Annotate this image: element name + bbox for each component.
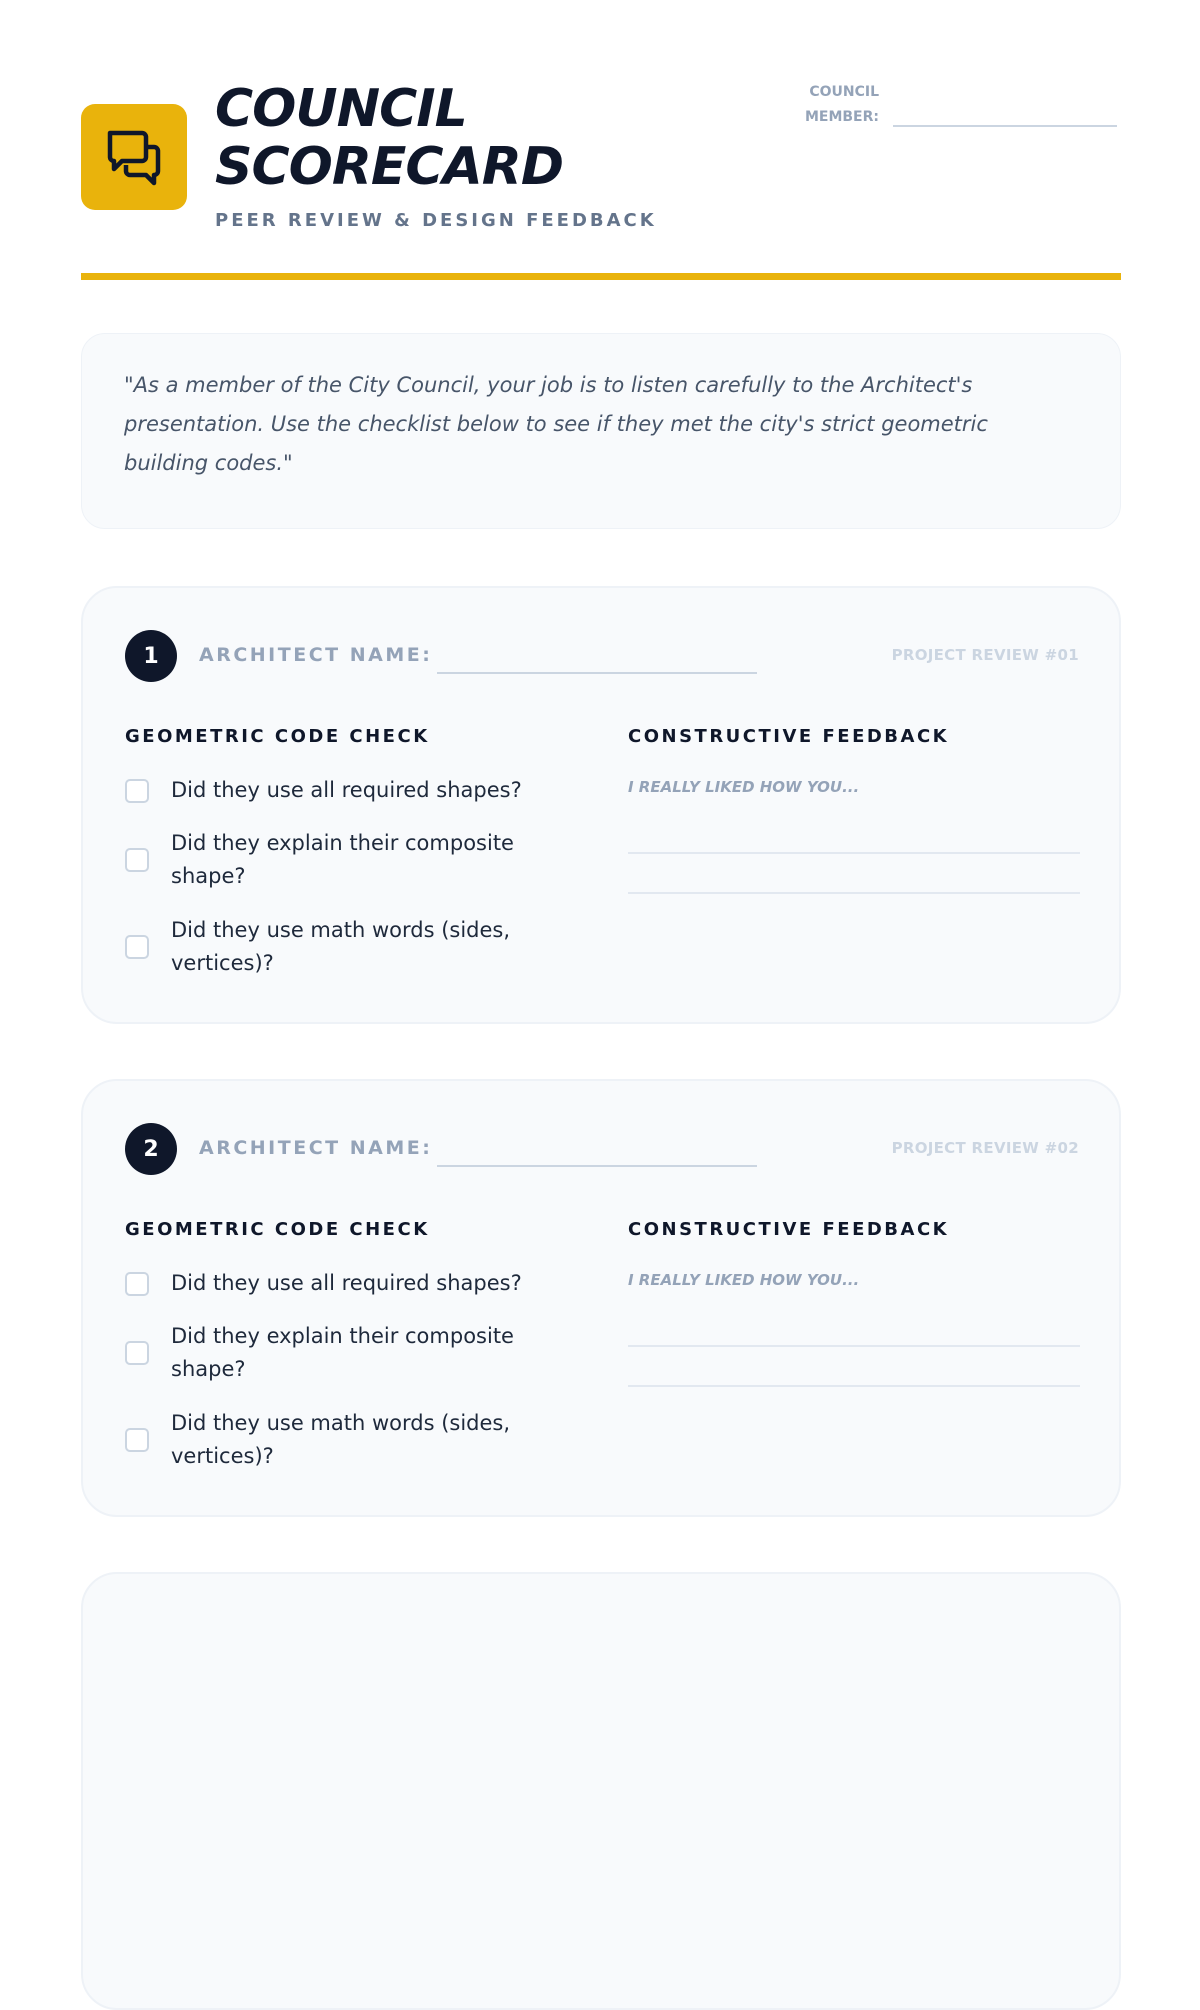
checkbox[interactable] xyxy=(125,1341,149,1365)
council-member-label xyxy=(795,80,879,130)
scorecard-page xyxy=(81,0,1121,1468)
review-card-3 xyxy=(81,1572,1121,2010)
intro-text: "As a member of the City Council, your job is to listen carefully to the Architect's presentation. Use the checklist below to see if they met the city's strict geometric building codes." xyxy=(124,373,988,475)
checkbox[interactable] xyxy=(125,1272,149,1296)
checkbox[interactable] xyxy=(125,1428,149,1452)
checklist-item xyxy=(125,1267,525,1300)
checklist-item xyxy=(125,1407,525,1473)
page-subtitle: PEER REVIEW & DESIGN FEEDBACK xyxy=(215,210,657,231)
checkbox[interactable] xyxy=(125,935,149,959)
council-member-label-line1: COUNCIL xyxy=(809,84,879,100)
header xyxy=(81,0,1121,282)
architect-name-input-line[interactable] xyxy=(437,672,757,674)
architect-name-input-line[interactable] xyxy=(437,1165,757,1167)
title-block xyxy=(215,80,657,231)
feedback-prompt: I REALLY LIKED HOW YOU... xyxy=(628,1271,860,1289)
checklist-item-label: Did they use math words (sides, vertices)? xyxy=(171,918,511,975)
title-line-2: SCORECARD xyxy=(215,137,563,197)
checklist-item xyxy=(125,827,525,893)
title-line-1: COUNCIL xyxy=(215,79,467,139)
intro-box xyxy=(81,333,1121,529)
review-number-badge: 1 xyxy=(125,630,177,682)
feedback-title: CONSTRUCTIVE FEEDBACK xyxy=(628,726,950,747)
checklist-title: GEOMETRIC CODE CHECK xyxy=(125,726,430,747)
page-title xyxy=(215,80,657,196)
project-review-label: PROJECT REVIEW #01 xyxy=(891,646,1079,664)
project-review-label: PROJECT REVIEW #02 xyxy=(891,1139,1079,1157)
council-member-label-line2: MEMBER: xyxy=(804,109,879,125)
council-member-field xyxy=(795,80,1117,130)
feedback-prompt: I REALLY LIKED HOW YOU... xyxy=(628,778,860,796)
feedback-writing-line[interactable] xyxy=(628,1385,1080,1387)
architect-name-label: ARCHITECT NAME: xyxy=(199,644,433,666)
feedback-writing-line[interactable] xyxy=(628,892,1080,894)
feedback-writing-line[interactable] xyxy=(628,1345,1080,1347)
feedback-writing-line[interactable] xyxy=(628,852,1080,854)
checklist-item-label: Did they explain their composite shape? xyxy=(171,1324,514,1381)
chat-bubbles-icon xyxy=(102,125,166,189)
architect-name-label: ARCHITECT NAME: xyxy=(199,1137,433,1159)
header-divider xyxy=(81,273,1121,280)
review-card-1 xyxy=(81,586,1121,1024)
council-member-input-line[interactable] xyxy=(893,125,1117,127)
checklist-item-label: Did they use all required shapes? xyxy=(171,1271,522,1295)
checklist-title: GEOMETRIC CODE CHECK xyxy=(125,1219,430,1240)
review-card-2 xyxy=(81,1079,1121,1517)
checklist-item-label: Did they explain their composite shape? xyxy=(171,831,514,888)
feedback-title: CONSTRUCTIVE FEEDBACK xyxy=(628,1219,950,1240)
checklist-item xyxy=(125,1320,525,1386)
checklist-item xyxy=(125,914,525,980)
checklist-item xyxy=(125,774,525,807)
checklist-item-label: Did they use all required shapes? xyxy=(171,778,522,802)
checklist-item-label: Did they use math words (sides, vertices)? xyxy=(171,1411,511,1468)
checkbox[interactable] xyxy=(125,779,149,803)
logo-badge xyxy=(81,104,187,210)
review-number-badge: 2 xyxy=(125,1123,177,1175)
checkbox[interactable] xyxy=(125,848,149,872)
